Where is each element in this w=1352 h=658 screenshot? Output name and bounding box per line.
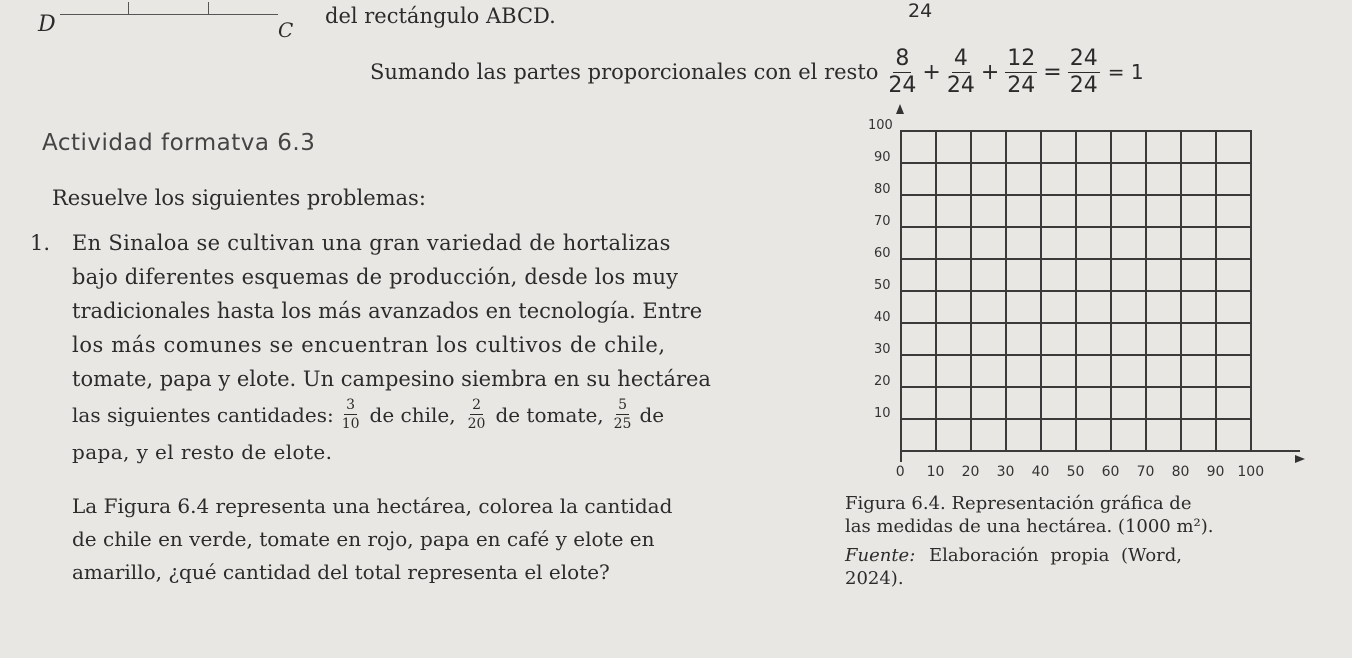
papa-fraction: [614, 398, 632, 431]
source-line-2: 2024).: [845, 568, 904, 589]
grid-vertical-line: [1180, 130, 1182, 450]
x-tick-label: 60: [1101, 464, 1120, 480]
denominator: 24: [888, 72, 917, 98]
x-tick-label: 10: [926, 464, 945, 480]
numerator: 2: [472, 397, 481, 413]
source-label: Fuente:: [845, 545, 916, 566]
quantities-line: [72, 398, 664, 431]
numerator: 12: [1007, 45, 1036, 71]
papa-text: de: [639, 402, 665, 427]
y-tick-label: 90: [874, 150, 891, 165]
label-c: C: [278, 18, 294, 42]
question-block: [72, 490, 832, 589]
grid-horizontal-line: [900, 322, 1250, 324]
y-tick-label: 70: [874, 214, 891, 229]
rectangle-tick: [208, 2, 209, 14]
grid-vertical-line: [900, 130, 902, 462]
grid-horizontal-line: [900, 418, 1250, 420]
problem-line: bajo diferentes esquemas de producción, desde los muy: [72, 265, 679, 289]
tomate-fraction: [468, 398, 486, 431]
problem-line: los más comunes se encuentran los cultivos de chile,: [72, 333, 666, 357]
question-line: amarillo, ¿qué cantidad del total representa el elote?: [72, 560, 610, 584]
fraction: [888, 45, 917, 98]
denominator: 24: [1007, 72, 1036, 98]
fraction: [1068, 45, 1100, 98]
tomate-text: de tomate,: [495, 402, 604, 427]
instruction: Resuelve los siguientes problemas:: [52, 186, 426, 210]
y-tick-label: 50: [874, 278, 891, 293]
chile-fraction: [342, 398, 360, 431]
y-tick-label: 60: [874, 246, 891, 261]
y-tick-label: 30: [874, 342, 891, 357]
denominator: 24: [946, 72, 975, 98]
numerator: 3: [346, 397, 356, 413]
problem-line: En Sinaloa se cultivan una gran variedad de hortalizas: [72, 231, 671, 255]
x-tick-label: 80: [1171, 464, 1190, 480]
x-tick-label: 70: [1136, 464, 1155, 480]
y-tick-label: 10: [874, 406, 891, 421]
grid-horizontal-line: [900, 290, 1250, 292]
y-tick-label: 100: [868, 118, 893, 133]
grid-horizontal-line: [900, 450, 1300, 452]
denominator: 25: [613, 416, 632, 432]
numerator: 8: [895, 45, 910, 71]
grid-horizontal-line: [900, 386, 1250, 388]
figure-caption: [845, 492, 1325, 590]
denominator: 10: [341, 416, 360, 432]
op: =: [1043, 59, 1062, 85]
grid-vertical-line: [1145, 130, 1147, 450]
y-axis-arrow: [896, 104, 904, 114]
quantities-prefix: las siguientes cantidades:: [72, 402, 334, 427]
rect-text: del rectángulo ABCD.: [325, 4, 556, 28]
sum-result: = 1: [1107, 60, 1144, 84]
sum-line: [370, 42, 1144, 102]
grid-vertical-line: [1250, 130, 1252, 450]
y-tick-label: 20: [874, 374, 891, 389]
grid-horizontal-line: [900, 354, 1250, 356]
denominator: 20: [467, 416, 486, 432]
rectangle-tick: [128, 2, 129, 14]
x-tick-label: 50: [1066, 464, 1085, 480]
top-fragment: [0, 0, 933, 45]
x-tick-label: 40: [1031, 464, 1050, 480]
sum-text: Sumando las partes proporcionales con el resto: [370, 60, 879, 84]
x-tick-label: 20: [961, 464, 980, 480]
problem-line: tradicionales hasta los más avanzados en tecnología. Entre: [72, 299, 703, 323]
denominator: 24: [1069, 72, 1098, 98]
elote-line: papa, y el resto de elote.: [72, 440, 333, 464]
op: +: [980, 59, 1000, 85]
numerator: 4: [953, 45, 968, 71]
op: +: [922, 59, 941, 85]
caption-line: las medidas de una hectárea. (1000 m²).: [845, 516, 1214, 537]
y-tick-label: 80: [874, 182, 891, 197]
source-line: [845, 544, 1325, 567]
fraction: [946, 45, 975, 98]
question-line: La Figura 6.4 representa una hectárea, colorea la cantidad: [72, 494, 673, 518]
problem-number: 1.: [30, 231, 51, 255]
fraction: [1005, 45, 1037, 98]
source-text: Elaboración propia (Word,: [929, 545, 1183, 566]
grid-vertical-line: [1110, 130, 1112, 450]
problem-line: tomate, papa y elote. Un campesino siembra en su hectárea: [72, 367, 711, 391]
label-d: D: [38, 12, 56, 37]
hectare-grid-figure: [840, 100, 1310, 490]
x-tick-label: 100: [1237, 464, 1265, 480]
numerator: 24: [1069, 45, 1098, 71]
denom-fragment: 24: [908, 0, 933, 22]
caption-line: Figura 6.4. Representación gráfica de: [845, 493, 1192, 514]
x-tick-label: 30: [996, 464, 1015, 480]
question-line: de chile en verde, tomate en rojo, papa en café y elote en: [72, 527, 655, 551]
rectangle-edge-line: [60, 14, 278, 15]
x-tick-label: 90: [1206, 464, 1225, 480]
numerator: 5: [618, 397, 628, 413]
grid-vertical-line: [1215, 130, 1217, 450]
x-axis-arrow: [1295, 455, 1305, 463]
activity-title: Actividad formatva 6.3: [42, 130, 316, 156]
x-tick-label: 0: [895, 464, 905, 480]
y-tick-label: 40: [874, 310, 891, 325]
chile-text: de chile,: [369, 402, 456, 427]
